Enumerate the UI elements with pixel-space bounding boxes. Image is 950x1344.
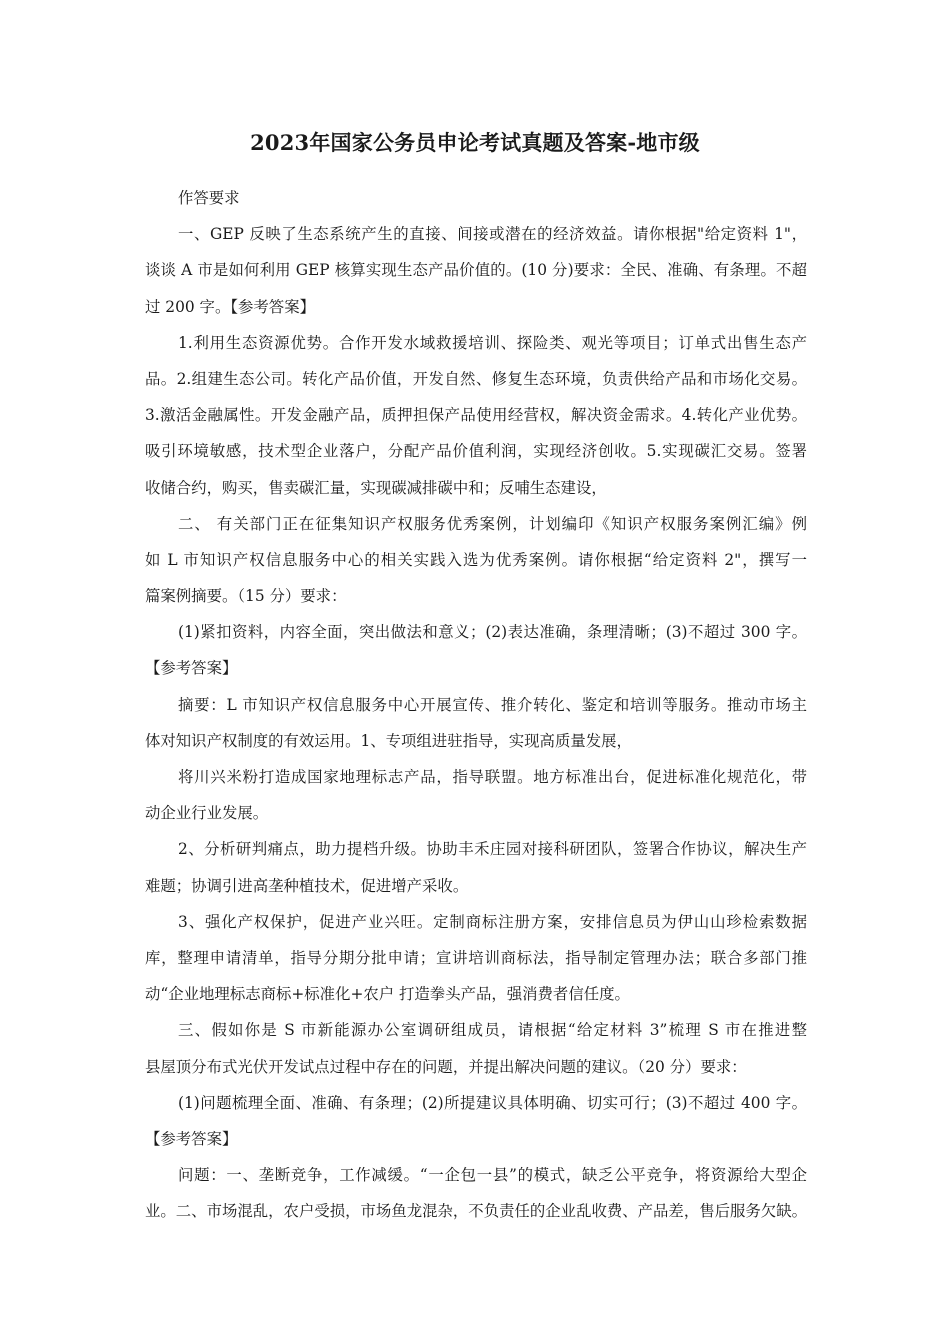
question-3-line-2: 县屋顶分布式光伏开发试点过程中存在的问题，并提出解决问题的建议。（20 分）要求： [145,1057,747,1076]
answer-3-heading: 【参考答案】 [145,1129,238,1148]
document-title: 2023年国家公务员申论考试真题及答案-地市级 [250,130,700,155]
question-2-line-1: 二、 有关部门正在征集知识产权服务优秀案例，计划编印《知识产权服务案例汇编》例 [178,514,807,533]
answer-1-line-1: 1.利用生态资源优势。合作开发水域救援培训、探险类、观光等项目；订单式出售生态产 [178,333,807,352]
question-1-line-3: 过 200 字。【参考答案】 [145,297,315,316]
answer-2-line-9: 动“企业地理标志商标+标准化+农户 打造拳头产品，强消费者信任度。 [145,985,630,1004]
answer-1-line-5: 收储合约，购买，售卖碳汇量，实现碳减排碳中和；反哺生态建设， [145,478,607,497]
answer-2-line-3: 将川兴米粉打造成国家地理标志产品，指导联盟。地方标准出台，促进标准化规范化，带 [178,768,807,786]
answer-2-line-7: 3、强化产权保护，促进产业兴旺。定制商标注册方案，安排信息员为伊山山珍检索数据 [178,912,807,931]
answer-2-line-4: 动企业行业发展。 [145,804,269,823]
answer-requirements-heading: 作答要求 [178,189,240,207]
answer-2-line-8: 库，整理申请清单，指导分期分批申请；宣讲培训商标法，指导制定管理办法；联合多部门推 [145,948,807,967]
answer-3-line-2: 业。二、市场混乱，农户受损，市场鱼龙混杂，不负责任的企业乱收费、产品差，售后服务欠缺。 [145,1202,807,1221]
question-3-requirements: (1)问题梳理全面、准确、有条理；(2)所提建议具体明确、切实可行；(3)不超过 400 字。 [178,1093,807,1112]
answer-1-line-3: 3.激活金融属性。开发金融产品，质押担保产品使用经营权，解决资金需求。4.转化产业优势。 [145,406,807,425]
answer-2-line-1: 摘要：L 市知识产权信息服务中心开展宣传、推介转化、鉴定和培训等服务。推动市场主 [178,695,807,714]
question-2-requirements: (1)紧扣资料，内容全面，突出做法和意义；(2)表达准确，条理清晰；(3)不超过 300 字。 [178,623,807,642]
answer-1-line-2: 品。2.组建生态公司。转化产品价值，开发自然、修复生态环境，负责供给产品和市场化交易。 [145,369,807,388]
answer-2-line-5: 2、分析研判痛点，助力提档升级。协助丰禾庄园对接科研团队，签署合作协议，解决生产 [178,840,807,859]
answer-2-line-2: 体对知识产权制度的有效运用。1、专项组进驻指导，实现高质量发展， [145,731,632,750]
question-3-line-1: 三、假如你是 S 市新能源办公室调研组成员，请根据“给定材料 3”梳理 S 市在推进整 [178,1021,807,1040]
question-2-line-2: 如 L 市知识产权信息服务中心的相关实践入选为优秀案例。请你根据“给定资料 2"，撰写一 [145,550,807,569]
answer-1-line-4: 吸引环境敏感，技术型企业落户，分配产品价值利润，实现经济创收。5.实现碳汇交易。签署 [145,442,807,461]
question-2-line-3: 篇案例摘要。（15 分）要求： [145,587,347,606]
question-1-line-2: 谈谈 A 市是如何利用 GEP 核算实现生态产品价值的。(10 分)要求：全民、准确、有条理。不超 [145,261,807,280]
answer-2-line-6: 难题；协调引进高垄种植技术，促进增产采收。 [145,876,469,895]
answer-3-line-1: 问题：一、垄断竞争，工作减缓。“一企包一县”的模式，缺乏公平竞争，将资源给大型企 [178,1166,807,1185]
answer-2-heading: 【参考答案】 [145,659,238,678]
document-body [145,180,807,1229]
question-1-line-1: 一、GEP 反映了生态系统产生的直接、间接或潜在的经济效益。请你根据"给定资料 1"， [178,225,807,244]
